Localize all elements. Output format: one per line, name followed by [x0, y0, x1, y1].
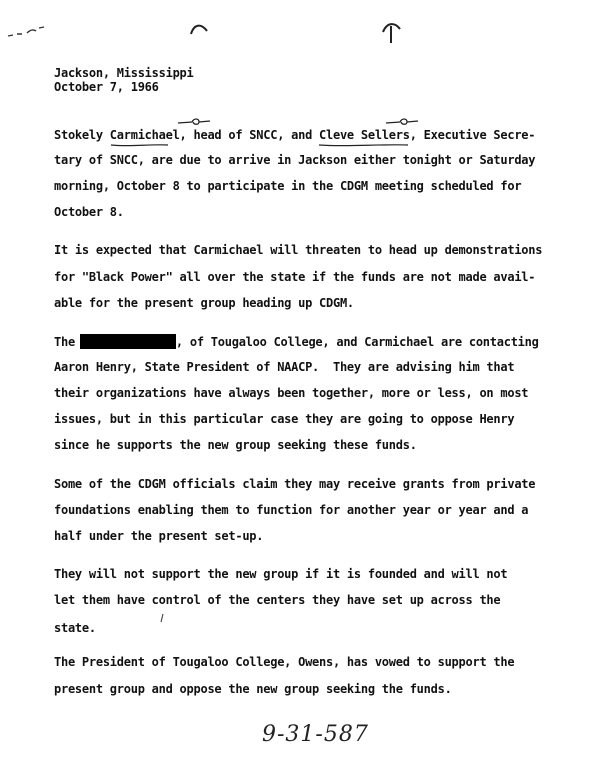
paragraph-1-line-1: Stokely Carmichael, head of SNCC, and Cleve Sellers, Executive Secre- [54, 128, 536, 142]
underline-carmichael [110, 142, 170, 148]
paragraph-3-line-1 [54, 334, 539, 349]
paragraph-1-line-2: tary of SNCC, are due to arrive in Jackson either tonight or Saturday [54, 153, 536, 167]
dateline-date: October 7, 1966 [54, 80, 159, 94]
paragraph-1-line-4: October 8. [54, 205, 124, 219]
paragraph-3-line-4: issues, but in this particular case they are going to oppose Henry [54, 412, 515, 426]
dateline-place: Jackson, Mississippi [54, 66, 194, 80]
paragraph-6-line-1: The President of Tougaloo College, Owens, has vowed to support the [54, 655, 515, 669]
scan-mark-left [6, 24, 50, 40]
redaction-block [80, 334, 176, 349]
paragraph-4-line-3: half under the present set-up. [54, 529, 264, 543]
paragraph-3-line-3: their organizations have always been together, more or less, on most [54, 386, 529, 400]
paragraph-1-line-3: morning, October 8 to participate in the CDGM meeting scheduled for [54, 179, 522, 193]
paragraph-3-line-1-rest: , of Tougaloo College, and Carmichael are contacting [175, 335, 539, 349]
paragraph-5-line-2: let them have control of the centers they have set up across the [54, 593, 501, 607]
handwritten-file-number: 9-31-587 [262, 722, 369, 747]
scan-mark-right [380, 20, 404, 46]
hand-mark-carmichael [176, 116, 212, 128]
paragraph-5-line-3: state. [54, 621, 96, 635]
paragraph-2-line-1: It is expected that Carmichael will threaten to head up demonstrations [54, 243, 543, 257]
paragraph-4-line-2: foundations enabling them to function for another year or year and a [54, 503, 529, 517]
paragraph-3-line-5: since he supports the new group seeking these funds. [54, 438, 417, 452]
underline-sellers [318, 142, 410, 148]
paragraph-2-line-2: for "Black Power" all over the state if the funds are not made avail- [54, 270, 536, 284]
stray-mark [158, 612, 166, 624]
scan-mark-center [188, 20, 210, 38]
paragraph-4-line-1: Some of the CDGM officials claim they may receive grants from private [54, 477, 536, 491]
paragraph-2-line-3: able for the present group heading up CDGM. [54, 296, 354, 310]
paragraph-5-line-1: They will not support the new group if it is founded and will not [54, 567, 508, 581]
paragraph-3-line-2: Aaron Henry, State President of NAACP. They are advising him that [54, 360, 515, 374]
paragraph-3-lead: The [54, 335, 75, 349]
hand-mark-sellers [384, 116, 420, 128]
paragraph-6-line-2: present group and oppose the new group seeking the funds. [54, 682, 452, 696]
